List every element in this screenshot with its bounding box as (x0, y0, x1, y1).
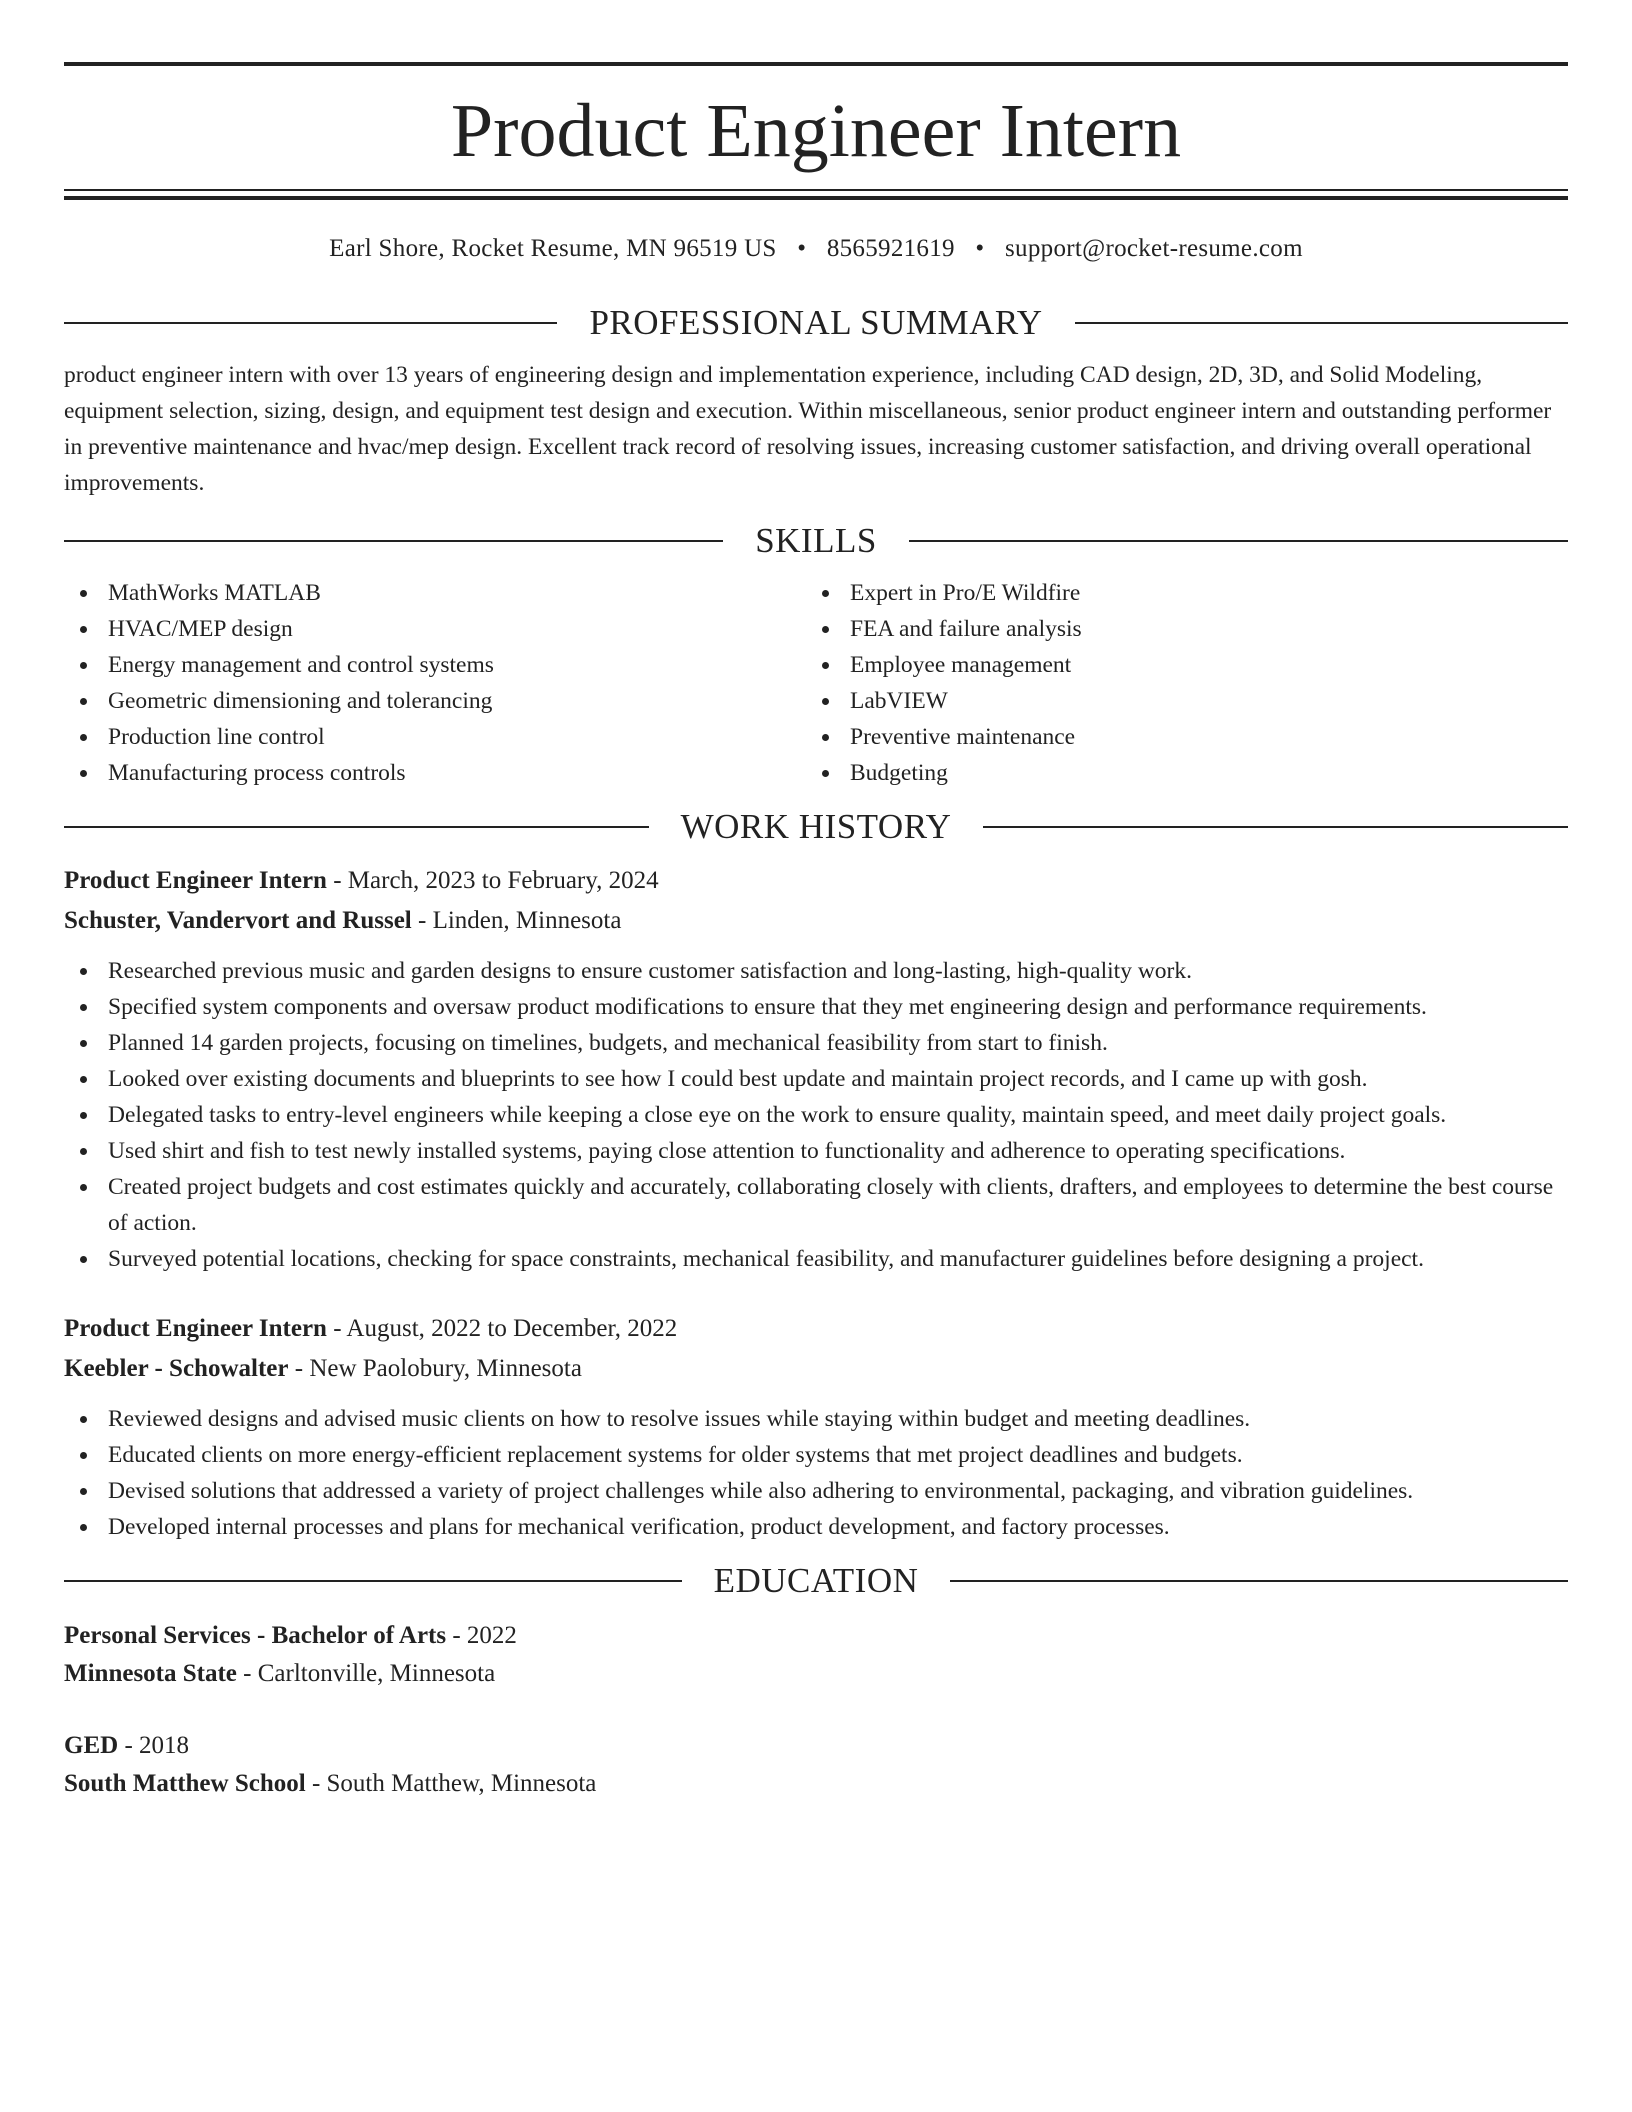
job-company-line (64, 1349, 1568, 1389)
job-bullets (64, 953, 1568, 1277)
dash: - (118, 1732, 140, 1759)
job-company-line (64, 901, 1568, 941)
skill-item: FEA and failure analysis (806, 611, 1548, 647)
job-bullets (64, 1401, 1568, 1545)
job-entry (64, 1309, 1568, 1545)
section-rule (983, 826, 1568, 828)
job-bullet: Developed internal processes and plans for mechanical verification, product development, and factory processes. (64, 1509, 1568, 1545)
education-year: 2018 (139, 1732, 190, 1759)
job-company: Keebler - Schowalter (64, 1355, 289, 1382)
job-bullet: Specified system components and oversaw product modifications to ensure that they met engineering design and performance requirements. (64, 989, 1568, 1025)
resume-content (64, 62, 1568, 1803)
dash: - (411, 907, 433, 934)
top-rule (64, 62, 1568, 66)
skills-list (64, 575, 1568, 791)
resume-title: Product Engineer Intern (450, 89, 1182, 173)
section-title-education: EDUCATION (713, 1561, 919, 1600)
job-location: Linden, Minnesota (432, 907, 622, 934)
dash: - (326, 867, 348, 894)
education-degree: GED (64, 1732, 119, 1759)
skill-item: Production line control (64, 719, 806, 755)
skill-item: Manufacturing process controls (64, 755, 806, 791)
education-school: Minnesota State (64, 1660, 237, 1687)
skills-column-left (64, 575, 806, 791)
summary-text: product engineer intern with over 13 years of engineering design and implementation experience, including CAD design, 2D, 3D, and Solid Modeling, equipment selection, sizing, design, and equipment test design and execution. Within miscellaneous, senior product engineer intern and outstanding performer in preventive maintenance and hvac/mep design. Excellent track record of resolving issues, increasing customer satisfaction, and driving overall operational improvements. (64, 362, 1552, 496)
contact-address: Earl Shore, Rocket Resume, MN 96519 US (329, 235, 777, 262)
contact-line (64, 235, 1568, 265)
section-rule (64, 322, 557, 324)
education-degree: Personal Services - Bachelor of Arts (64, 1622, 447, 1649)
skill-item: HVAC/MEP design (64, 611, 806, 647)
section-rule (909, 540, 1568, 542)
contact-separator: • (797, 235, 807, 262)
title-double-rule (64, 189, 1568, 201)
education-degree-line (64, 1617, 1568, 1655)
job-bullet: Planned 14 garden projects, focusing on timelines, budgets, and mechanical feasibility from start to finish. (64, 1025, 1568, 1061)
section-header-skills (64, 521, 1568, 561)
job-bullet: Reviewed designs and advised music clients on how to resolve issues while staying within budget and meeting deadlines. (64, 1401, 1568, 1437)
job-entry (64, 861, 1568, 1277)
skills-column-right (806, 575, 1548, 791)
contact-email: support@rocket-resume.com (1005, 235, 1303, 262)
job-company: Schuster, Vandervort and Russel (64, 907, 412, 934)
job-bullet: Devised solutions that addressed a variety of project challenges while also adhering to environmental, packaging, and vibration guidelines. (64, 1473, 1568, 1509)
skill-item: Geometric dimensioning and tolerancing (64, 683, 806, 719)
skill-item: MathWorks MATLAB (64, 575, 806, 611)
education-school: South Matthew School (64, 1770, 306, 1797)
job-bullet: Used shirt and fish to test newly installed systems, paying close attention to functionality and adherence to operating specifications. (64, 1133, 1568, 1169)
dash: - (446, 1622, 467, 1649)
section-rule (64, 826, 649, 828)
job-dates: March, 2023 to February, 2024 (347, 867, 659, 894)
job-bullet: Educated clients on more energy-efficient replacement systems for older systems that met project deadlines and budgets. (64, 1437, 1568, 1473)
section-header-education (64, 1561, 1568, 1601)
skill-item: Energy management and control systems (64, 647, 806, 683)
education-location: South Matthew, Minnesota (326, 1770, 597, 1797)
skill-item: Budgeting (806, 755, 1548, 791)
education-entry (64, 1617, 1568, 1693)
section-title-summary: PROFESSIONAL SUMMARY (589, 303, 1043, 342)
section-title-skills: SKILLS (755, 521, 877, 560)
contact-separator: • (975, 235, 985, 262)
education-year: 2022 (466, 1622, 517, 1649)
education-degree-line (64, 1727, 1568, 1765)
job-bullet: Looked over existing documents and blueprints to see how I could best update and maintain project records, and I came up with gosh. (64, 1061, 1568, 1097)
job-title: Product Engineer Intern (64, 867, 327, 894)
section-title-work: WORK HISTORY (680, 807, 952, 846)
dash: - (305, 1770, 327, 1797)
job-location: New Paolobury, Minnesota (309, 1355, 582, 1382)
education-school-line (64, 1765, 1568, 1803)
dash: - (326, 1315, 347, 1342)
section-rule (1075, 322, 1568, 324)
education-location: Carltonville, Minnesota (257, 1660, 496, 1687)
job-title-line (64, 1309, 1568, 1349)
dash: - (236, 1660, 258, 1687)
section-rule (64, 1580, 682, 1582)
job-title-line (64, 861, 1568, 901)
contact-phone: 8565921619 (826, 235, 955, 262)
skill-item: Employee management (806, 647, 1548, 683)
section-header-work (64, 807, 1568, 847)
job-bullet: Surveyed potential locations, checking for space constraints, mechanical feasibility, and manufacturer guidelines before designing a project. (64, 1241, 1568, 1277)
job-title: Product Engineer Intern (64, 1315, 327, 1342)
section-rule (64, 540, 723, 542)
dash: - (288, 1355, 310, 1382)
job-bullet: Researched previous music and garden designs to ensure customer satisfaction and long-lasting, high-quality work. (64, 953, 1568, 989)
skill-item: LabVIEW (806, 683, 1548, 719)
section-header-summary (64, 303, 1568, 343)
skill-item: Expert in Pro/E Wildfire (806, 575, 1548, 611)
skill-item: Preventive maintenance (806, 719, 1548, 755)
education-school-line (64, 1655, 1568, 1693)
section-rule (950, 1580, 1568, 1582)
job-bullet: Delegated tasks to entry-level engineers while keeping a close eye on the work to ensure quality, maintain speed, and meet daily project goals. (64, 1097, 1568, 1133)
job-bullet: Created project budgets and cost estimates quickly and accurately, collaborating closely with clients, drafters, and employees to determine the best course of action. (64, 1169, 1568, 1241)
job-dates: August, 2022 to December, 2022 (346, 1315, 678, 1342)
education-entry (64, 1727, 1568, 1803)
